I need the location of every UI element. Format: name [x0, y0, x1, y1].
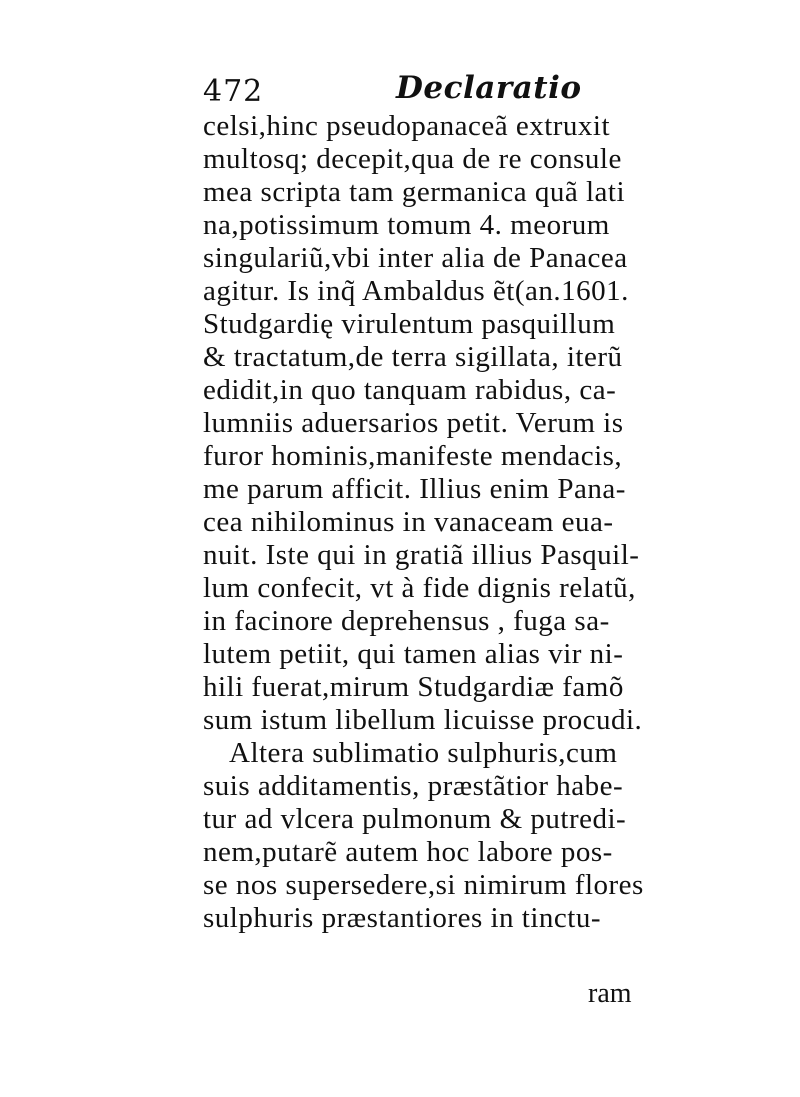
text-line: se nos supersedere,si nimirum flores	[203, 869, 644, 901]
text-line: lumniis aduersarios petit. Verum is	[203, 407, 624, 439]
text-line: cea nihilominus in vanaceam eua-	[203, 506, 614, 538]
running-head: Declaratio	[396, 70, 582, 106]
text-line: celsi,hinc pseudopanaceã extruxit	[203, 110, 611, 142]
body-text	[203, 110, 658, 935]
text-line: singulariũ,vbi inter alia de Panacea	[203, 242, 628, 274]
text-line: & tractatum,de terra sigillata, iterũ	[203, 341, 623, 373]
paragraph-start-line: Altera sublimatio sulphuris,cum	[229, 737, 618, 769]
text-line: lutem petiit, qui tamen alias vir ni-	[203, 638, 624, 670]
text-line: nuit. Iste qui in gratiã illius Pasquil-	[203, 539, 640, 571]
text-line: tur ad vlcera pulmonum & putredi-	[203, 803, 627, 835]
text-line: agitur. Is inq̃ Ambaldus ẽt(an.1601.	[203, 275, 629, 307]
text-line: lum confecit, vt à fide dignis relatũ,	[203, 572, 636, 604]
catchword: ram	[588, 978, 632, 1009]
text-line: edidit,in quo tanquam rabidus, ca-	[203, 374, 617, 406]
text-line: sulphuris præstantiores in tinctu-	[203, 902, 601, 934]
text-line: in facinore deprehensus , fuga sa-	[203, 605, 610, 637]
page-number: 472	[203, 74, 264, 109]
text-line: furor hominis,manifeste mendacis,	[203, 440, 623, 472]
text-line: suis additamentis, præstãtior habe-	[203, 770, 624, 802]
text-line: hili fuerat,mirum Studgardiæ famõ	[203, 671, 624, 703]
text-line: nem,putarẽ autem hoc labore pos-	[203, 836, 613, 868]
text-line: mea scripta tam germanica quã lati	[203, 176, 626, 208]
text-line: multosq; decepit,qua de re consule	[203, 143, 622, 175]
text-line: Studgardię virulentum pasquillum	[203, 308, 616, 340]
text-line: na,potissimum tomum 4. meorum	[203, 209, 610, 241]
text-line: me parum afficit. Illius enim Pana-	[203, 473, 626, 505]
text-line: sum istum libellum licuisse procudi.	[203, 704, 643, 736]
